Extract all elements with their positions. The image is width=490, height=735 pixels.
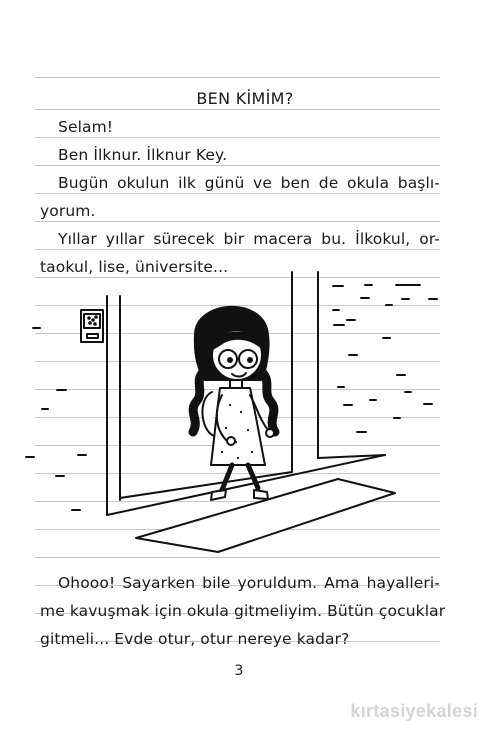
page-title: BEN KİMİM? xyxy=(196,89,294,108)
paragraph-line-5: Yıllar yıllar sürecek bir macera bu. İlkokul, or- xyxy=(58,230,440,248)
paragraph-line-4: yorum. xyxy=(40,202,96,220)
paragraph-line-1: Selam! xyxy=(58,118,114,136)
paragraph-line-2: Ben İlknur. İlknur Key. xyxy=(58,146,228,164)
door-frame-left xyxy=(107,296,120,515)
paragraph-line-6: taokul, lise, üniversite... xyxy=(40,258,229,276)
page-number: 3 xyxy=(234,663,244,679)
paragraph-line-3: Bugün okulun ilk günü ve ben de okula başlı- xyxy=(58,174,440,192)
paragraph-line-8: me kavuşmak için okula gitmeliyim. Bütün çocuklar xyxy=(40,602,446,620)
girl-figure xyxy=(193,307,275,500)
watermark-text: kırtasiyekalesi xyxy=(350,701,478,721)
paragraph-line-7: Ohooo! Sayarken bile yoruldum. Ama hayalleri- xyxy=(58,574,440,592)
paragraph-line-9: gitmeli... Evde otur, otur nereye kadar? xyxy=(40,630,350,648)
door-frame-right xyxy=(292,272,318,472)
